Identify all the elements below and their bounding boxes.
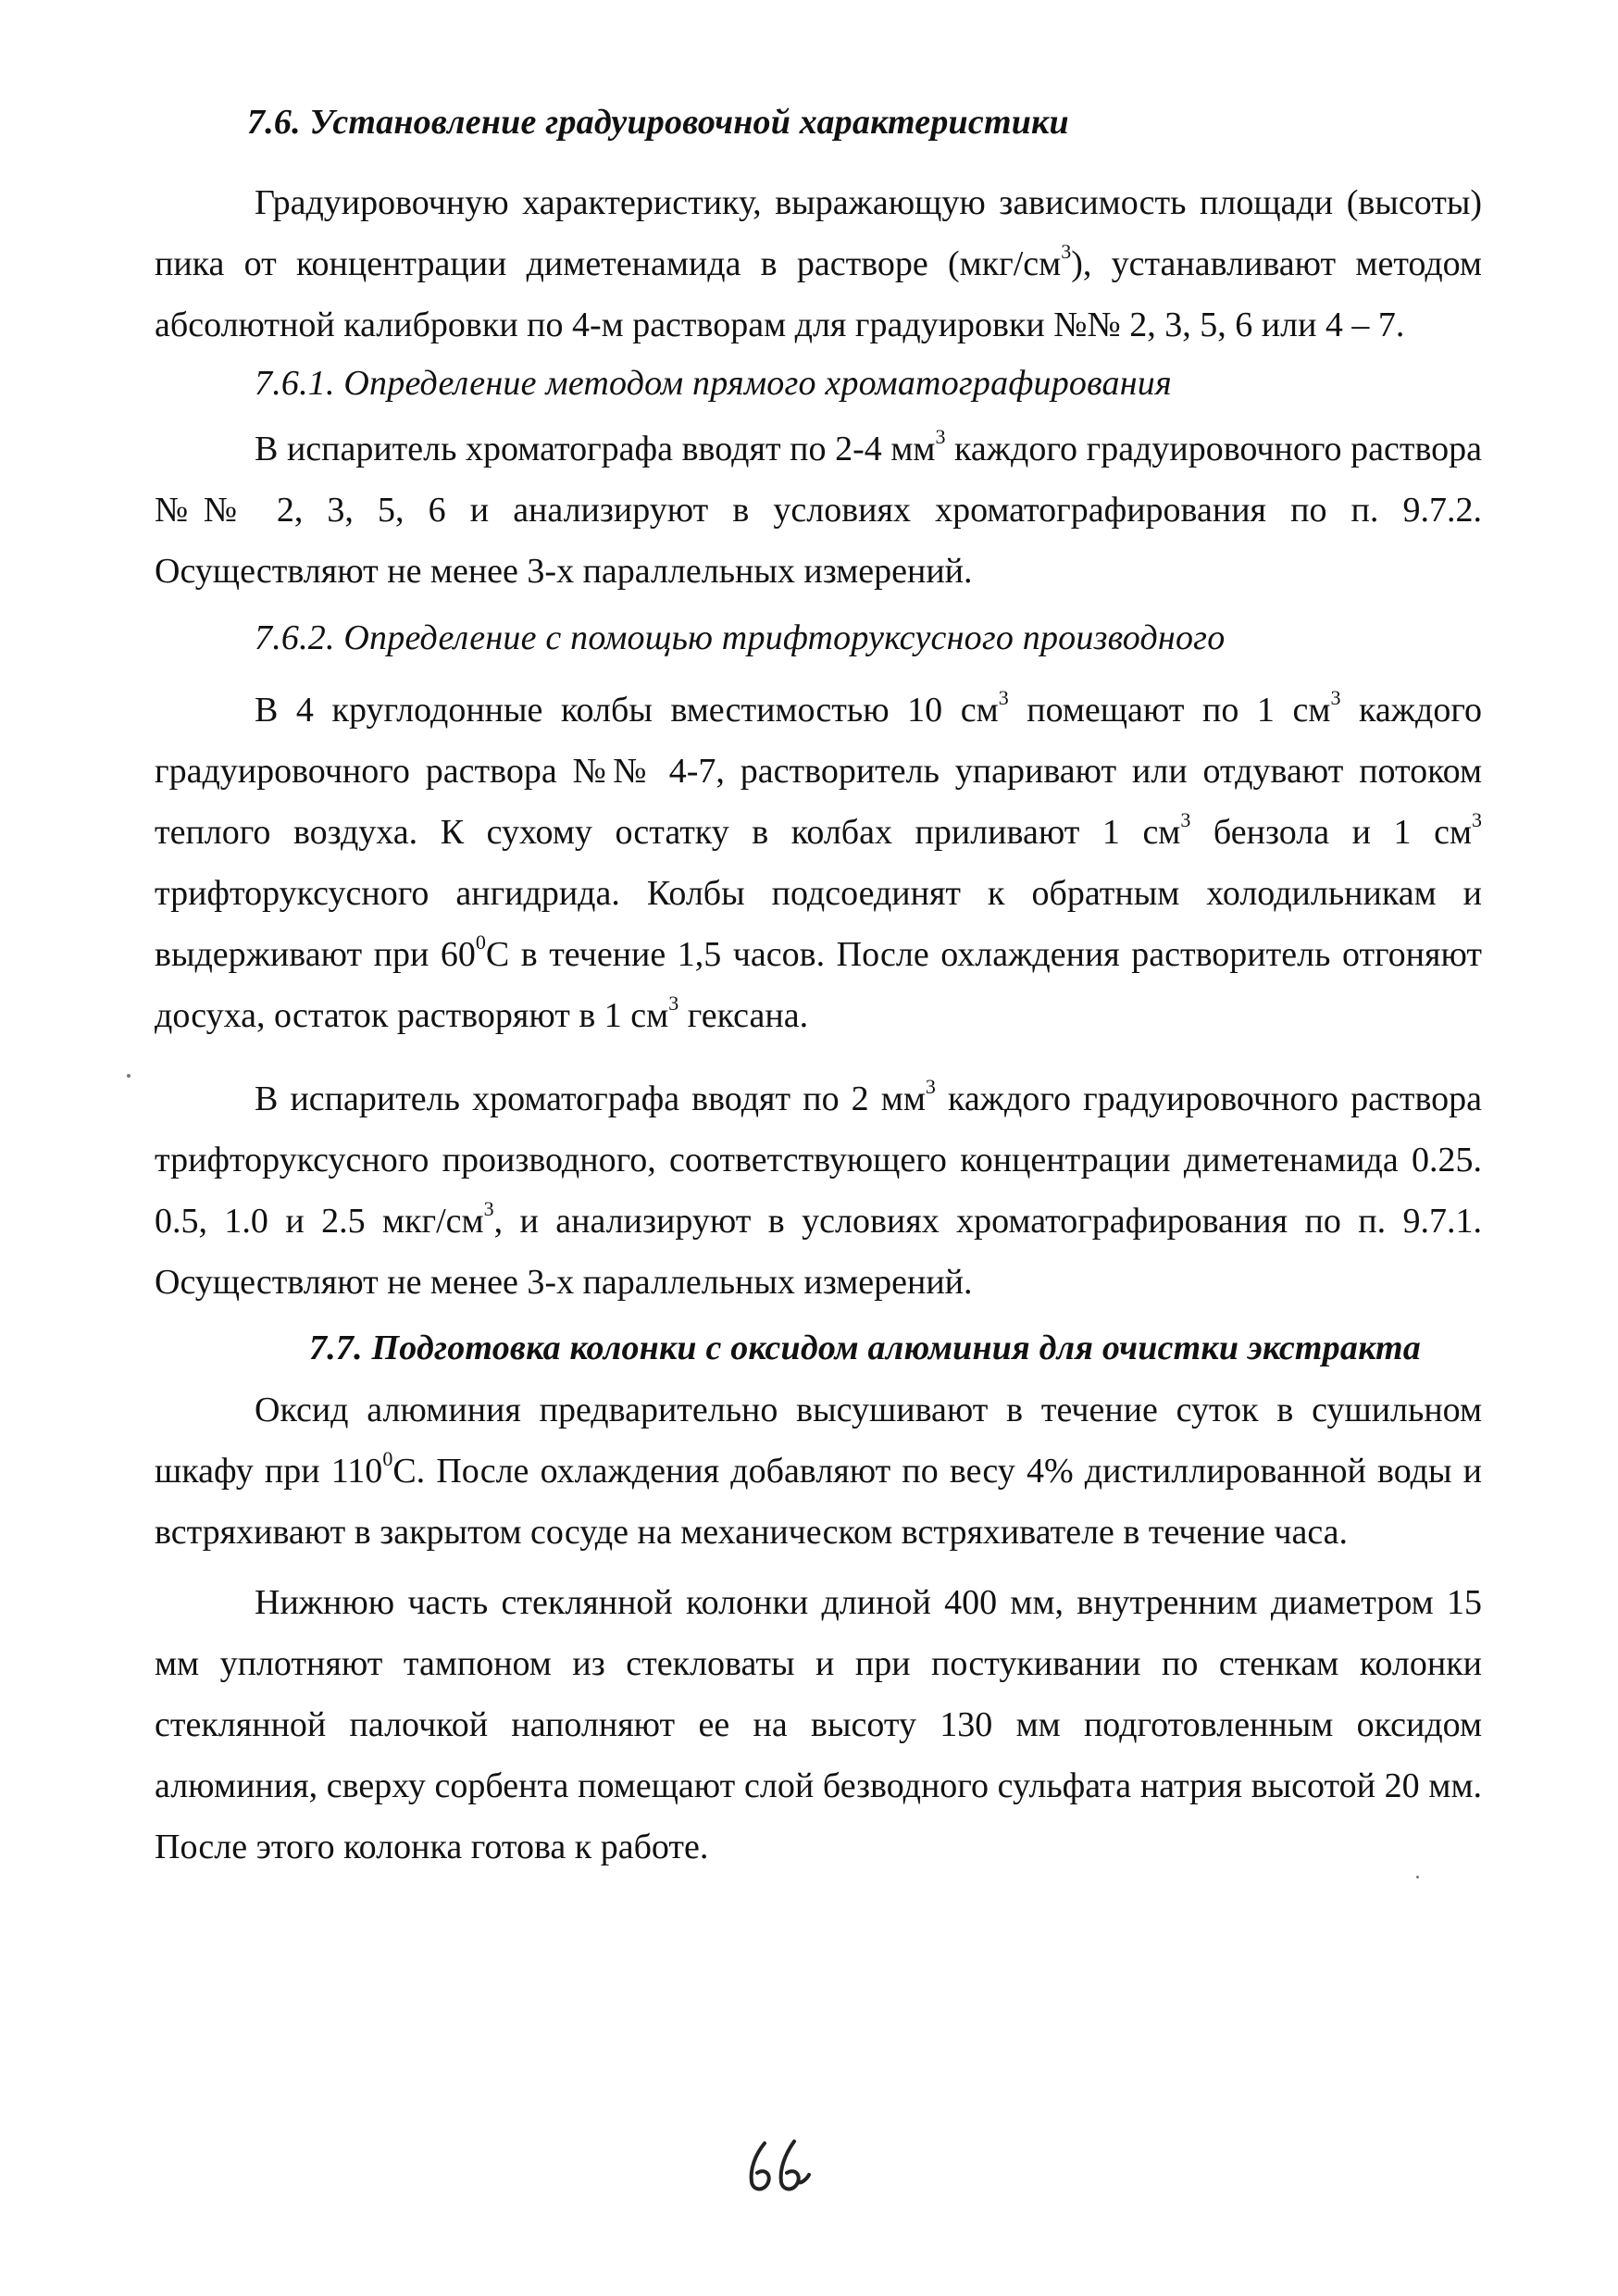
text: , и анализируют в условиях хроматографирования по п. 9.7.1. Осуществляют не менее 3-х параллельных измерений. bbox=[155, 1202, 1483, 1302]
superscript: 3 bbox=[1330, 686, 1341, 710]
text: каждого градуировочного раствора №№ 2, 3, 5, 6 и анализируют в условиях хроматографирования по п. 9.7.2. Осуществляют не менее 3-х параллельных измерений. bbox=[155, 430, 1482, 591]
paragraph-derivative-injection bbox=[155, 1068, 1482, 1313]
handwritten-page-number bbox=[741, 2134, 815, 2199]
text: бензола и 1 см bbox=[1190, 813, 1472, 852]
text: гексана. bbox=[678, 996, 809, 1035]
text: В испаритель хроматографа вводят по 2 мм bbox=[255, 1079, 926, 1118]
superscript: 3 bbox=[998, 686, 1009, 710]
paragraph-direct-chromatography bbox=[155, 418, 1482, 602]
superscript: 3 bbox=[1180, 808, 1191, 832]
text: ), устанавливают методом абсолютной калибровки по 4-м растворам для градуировки №№ 2, 3, 5, 6 или 4 – 7. bbox=[155, 244, 1482, 344]
text: В испаритель хроматографа вводят по 2-4 мм bbox=[255, 430, 936, 468]
text: каждого градуировочного раствора №№ 4-7, растворитель упаривают или отдувают потоком теплого воздуха. К сухому остатку в колбах приливают 1 см bbox=[155, 691, 1483, 852]
paragraph-alumina-drying bbox=[155, 1379, 1482, 1563]
superscript: 3 bbox=[935, 425, 946, 449]
superscript: 3 bbox=[668, 992, 679, 1016]
section-heading-7-6-2: 7.6.2. Определение с помощью трифторуксусного производного bbox=[255, 618, 1226, 657]
text: помещают по 1 см bbox=[1008, 691, 1331, 730]
paragraph-derivative-prep bbox=[155, 680, 1482, 1046]
page-content bbox=[155, 104, 1482, 1878]
scan-speck bbox=[127, 1074, 131, 1078]
page-number-drawing bbox=[741, 2134, 815, 2199]
superscript: 3 bbox=[1061, 240, 1072, 264]
superscript: 3 bbox=[925, 1075, 936, 1099]
superscript: 0 bbox=[382, 1447, 393, 1471]
text: С. После охлаждения добавляют по весу 4% дистиллированной воды и встряхивают в закрытом сосуде на механическом встряхивателе в течение часа. bbox=[155, 1452, 1482, 1552]
paragraph-column-packing: Нижнюю часть стеклянной колонки длиной 400 мм, внутренним диаметром 15 мм уплотняют тампоном из стекловаты и при постукивании по стенкам колонки стеклянной палочкой наполняют ее на высоту 130 мм подготовленным оксидом алюминия, сверху сорбента помещают слой безводного сульфата натрия высотой 20 мм. После этого колонка готова к работе. bbox=[155, 1583, 1482, 1866]
text: Оксид алюминия предварительно высушивают в течение суток в сушильном шкафу при 110 bbox=[155, 1391, 1482, 1491]
text: каждого градуировочного раствора трифторуксусного производного, соответствующего концентрации диметенамида 0.25. 0.5, 1.0 и 2.5 мкг/см bbox=[155, 1079, 1482, 1241]
text: трифторуксусного ангидрида. Колбы подсоединят к обратным холодильникам и выдерживают при 60 bbox=[155, 874, 1482, 974]
scan-speck bbox=[1416, 1876, 1419, 1878]
section-heading-7-6-1: 7.6.1. Определение методом прямого хроматографирования bbox=[255, 364, 1172, 403]
superscript: 3 bbox=[483, 1197, 494, 1221]
superscript: 3 bbox=[1472, 808, 1482, 832]
text: С в течение 1,5 часов. После охлаждения растворитель отгоняют досуха, остаток растворяют в 1 см bbox=[155, 935, 1482, 1035]
section-heading-7-6: 7.6. Установление градуировочной характеристики bbox=[247, 103, 1069, 142]
superscript: 0 bbox=[475, 930, 486, 955]
section-heading-7-7: 7.7. Подготовка колонки с оксидом алюминия для очистки экстракта bbox=[309, 1329, 1421, 1367]
text: В 4 круглодонные колбы вместимостью 10 см bbox=[255, 691, 999, 730]
text: Градуировочную характеристику, выражающую зависимость площади (высоты) пика от концентрации диметенамида в растворе (мкг/см bbox=[155, 183, 1482, 283]
paragraph-calibration bbox=[155, 172, 1482, 356]
